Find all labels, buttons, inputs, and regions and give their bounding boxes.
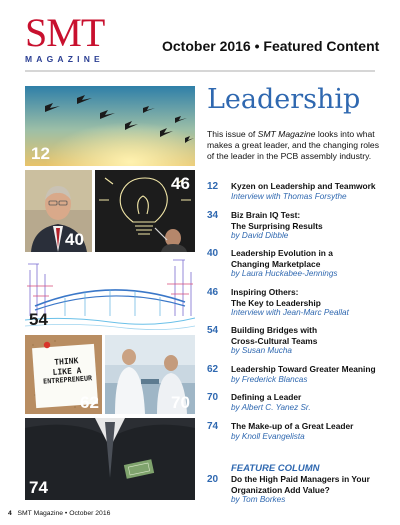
magazine-logo [25, 10, 130, 64]
feature-column-label: FEATURE COLUMN [231, 463, 320, 474]
intro-text-1: This issue of [207, 129, 258, 139]
intro-text-2: looks into what makes a great leader, and the changing roles of the leader in the PCB assembly industry. [207, 129, 379, 162]
footer-text: SMT Magazine • October 2016 [17, 510, 111, 517]
photo-light-bulb [95, 170, 195, 252]
toc-page-number: 54 [207, 325, 219, 336]
photo-suit-money [25, 418, 195, 500]
toc-byline: by David Dibble [231, 231, 289, 241]
toc-page-number: 70 [207, 392, 219, 403]
note-line-3: ENTREPRENEUR [42, 374, 93, 386]
photo-lab-team [105, 335, 195, 414]
toc-byline: Interview with Thomas Forsythe [231, 191, 347, 201]
toc-byline: by Knoll Evangelista [231, 431, 305, 441]
page-footer [8, 510, 110, 517]
feature-page-number: 20 [207, 474, 219, 485]
photo-page-number: 40 [65, 230, 84, 249]
feature-title: Do the High Paid Managers in Your [231, 474, 370, 484]
toc-page-number: 74 [207, 421, 219, 432]
section-intro [207, 129, 379, 163]
photo-page-number: 70 [171, 393, 190, 412]
logo-subtitle: MAGAZINE [25, 54, 104, 64]
toc-byline: by Albert C. Yanez Sr. [231, 402, 311, 412]
toc-byline: by Frederick Blancas [231, 374, 308, 384]
note-line-2: LIKE A [52, 365, 82, 377]
photo-bridge-sketch [25, 256, 195, 332]
toc-title: Biz Brain IQ Test: [231, 210, 301, 220]
toc-title: Defining a Leader [231, 392, 302, 402]
section-heading: Leadership [207, 84, 361, 115]
toc-page-number: 46 [207, 287, 219, 298]
toc-page-number: 40 [207, 248, 219, 259]
toc-title: Building Bridges with [231, 325, 318, 335]
toc-title: The Make-up of a Great Leader [231, 421, 354, 431]
photo-page-number: 74 [29, 478, 48, 497]
toc-title: Kyzen on Leadership and Teamwork [231, 181, 376, 191]
photo-page-number: 62 [80, 393, 99, 412]
footer-page-number: 4 [8, 510, 12, 517]
toc-title-line2: The Key to Leadership [231, 297, 321, 308]
toc-title: Inspiring Others: [231, 287, 299, 297]
note-line-1: THINK [53, 356, 79, 367]
toc-title-line2: The Surprising Results [231, 220, 323, 231]
issue-title: October 2016 • Featured Content [162, 38, 380, 54]
toc-page-number: 34 [207, 210, 219, 221]
header-divider [25, 70, 375, 72]
feature-byline: by Tom Borkes [231, 495, 286, 505]
logo-wordmark: SMT [25, 10, 105, 55]
toc-page-number: 12 [207, 181, 219, 192]
feature-title-line2: Organization Add Value? [231, 484, 330, 495]
toc-title-line2: Changing Marketplace [231, 258, 321, 269]
toc-title-line2: Cross-Cultural Teams [231, 335, 318, 346]
birds-illustration [25, 86, 195, 166]
toc-page-number: 62 [207, 364, 219, 375]
toc-byline: by Susan Mucha [231, 346, 292, 356]
photo-birds [25, 86, 195, 166]
toc-title: Leadership Evolution in a [231, 248, 333, 258]
photo-page-number: 54 [29, 310, 48, 329]
toc-byline: Interview with Jean-Marc Peallat [231, 308, 349, 318]
intro-magazine-name: SMT Magazine [257, 129, 316, 139]
photo-page-number: 12 [31, 144, 50, 163]
toc-byline: by Laura Huckabee-Jennings [231, 269, 338, 279]
toc-title: Leadership Toward Greater Meaning [231, 364, 376, 374]
photo-man-portrait [25, 170, 92, 252]
suit-illustration [25, 418, 195, 500]
bridge-illustration [25, 256, 195, 332]
photo-page-number: 46 [171, 174, 190, 193]
photo-sticky-note [25, 335, 102, 414]
